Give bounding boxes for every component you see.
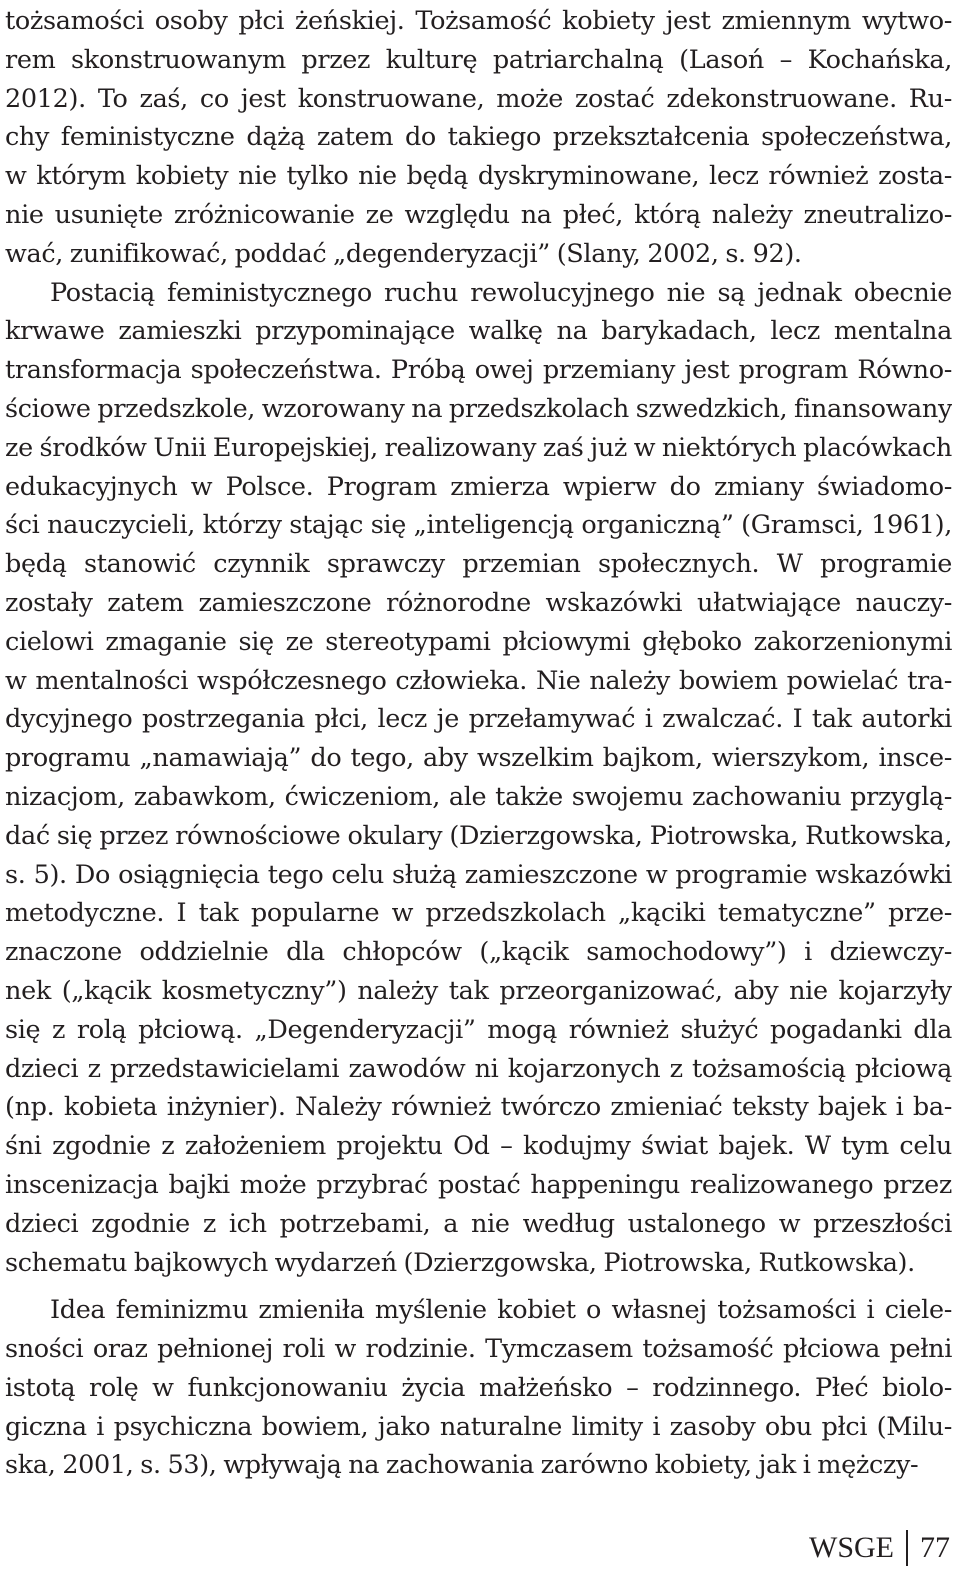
paragraph [5,1291,952,1485]
text-line: dzieci z przedstawicielami zawodów ni kojarzonych z tożsamością płciową [5,1053,952,1084]
text-line: giczna i psychiczna bowiem, jako naturalne limity i zasoby obu płci (Milu- [5,1411,952,1442]
text-line: transformacja społeczeństwa. Próbą owej przemiany jest program Równo- [5,355,952,386]
page-number: 77 [920,1531,950,1564]
publisher-name: WSGE [809,1531,894,1564]
text-line: nie usunięte zróżnicowanie ze względu na płeć, którą należy zneutralizo- [5,199,952,230]
text-line: w mentalności współczesnego człowieka. Nie należy bowiem powielać tra- [5,665,952,696]
text-line: dycyjnego postrzegania płci, lecz je przełamywać i zwalczać. I tak autorki [5,704,952,735]
text-line: schematu bajkowych wydarzeń (Dzierzgowska, Piotrowska, Rutkowska). [5,1247,915,1278]
text-line: s. 5). Do osiągnięcia tego celu służą zamieszczone w programie wskazówki [5,859,952,890]
text-line: tożsamości osoby płci żeńskiej. Tożsamość kobiety jest zmiennym wytwo- [5,6,952,36]
text-line: dać się przez równościowe okulary (Dzierzgowska, Piotrowska, Rutkowska, [5,820,952,851]
text-line: nizacjom, zabawkom, ćwiczeniom, ale także swojemu zachowaniu przyglą- [5,781,952,812]
paragraph-gap [5,1282,952,1291]
text-line: cielowi zmaganie się ze stereotypami płciowymi głęboko zakorzenionymi [5,626,952,657]
text-line: sności oraz pełnionej roli w rodzinie. Tymczasem tożsamość płciowa pełni [5,1334,952,1365]
text-line: ści nauczycieli, którzy stając się „inteligencją organiczną” (Gramsci, 1961), [5,510,952,541]
text-line: będą stanowić czynnik sprawczy przemian społecznych. W programie [5,549,952,580]
text-line: 2012). To zaś, co jest konstruowane, może zostać zdekonstruowane. Ru- [5,83,952,114]
text-line: Postacią feministycznego ruchu rewolucyjnego nie są jednak obecnie [50,277,952,308]
body-text [5,2,952,1485]
text-line: śni zgodnie z założeniem projektu Od – kodujmy świat bajek. W tym celu [5,1131,952,1162]
paragraph [5,2,952,274]
text-line: znaczone oddzielnie dla chłopców („kącik samochodowy”) i dziewczy- [5,937,952,968]
text-line: ze środków Unii Europejskiej, realizowany zaś już w niektórych placówkach [5,432,952,463]
text-line: istotą rolę w funkcjonowaniu życia małżeńsko – rodzinnego. Płeć biolo- [5,1372,952,1403]
text-line: inscenizacja bajki może przybrać postać happeningu realizowanego przez [5,1169,952,1200]
text-line: Idea feminizmu zmieniła myślenie kobiet o własnej tożsamości i ciele- [50,1295,952,1326]
text-line: zostały zatem zamieszczone różnorodne wskazówki ułatwiające nauczy- [5,587,952,618]
text-line: wać, zunifikować, poddać „degenderyzacji” (Slany, 2002, s. 92). [5,238,802,269]
text-line: programu „namawiają” do tego, aby wszelkim bajkom, wierszykom, insce- [5,743,952,774]
text-line: chy feministyczne dążą zatem do takiego przekształcenia społeczeństwa, [5,122,952,153]
text-line: ściowe przedszkole, wzorowany na przedszkolach szwedzkich, finansowany [5,393,952,424]
text-line: nek („kącik kosmetyczny”) należy tak przeorganizować, aby nie kojarzyły [5,975,952,1006]
text-line: rem skonstruowanym przez kulturę patriarchalną (Lasoń – Kochańska, [5,44,952,75]
text-line: dzieci zgodnie z ich potrzebami, a nie według ustalonego w przeszłości [5,1208,952,1239]
text-line: ska, 2001, s. 53), wpływają na zachowania zarówno kobiety, jak i mężczy- [5,1450,919,1481]
text-line: krwawe zamieszki przypominające walkę na barykadach, lecz mentalna [5,316,952,347]
paragraph [5,274,952,1283]
text-line: się z rolą płciową. „Degenderyzacji” mogą również służyć pogadanki dla [5,1014,952,1045]
page-footer [809,1528,950,1568]
footer-divider [906,1530,908,1566]
text-line: edukacyjnych w Polsce. Program zmierza wpierw do zmiany świadomo- [5,471,952,502]
text-line: (np. kobieta inżynier). Należy również twórczo zmieniać teksty bajek i ba- [5,1092,952,1123]
text-line: metodyczne. I tak popularne w przedszkolach „kąciki tematyczne” prze- [5,898,952,929]
text-line: w którym kobiety nie tylko nie będą dyskryminowane, lecz również zosta- [5,161,952,192]
